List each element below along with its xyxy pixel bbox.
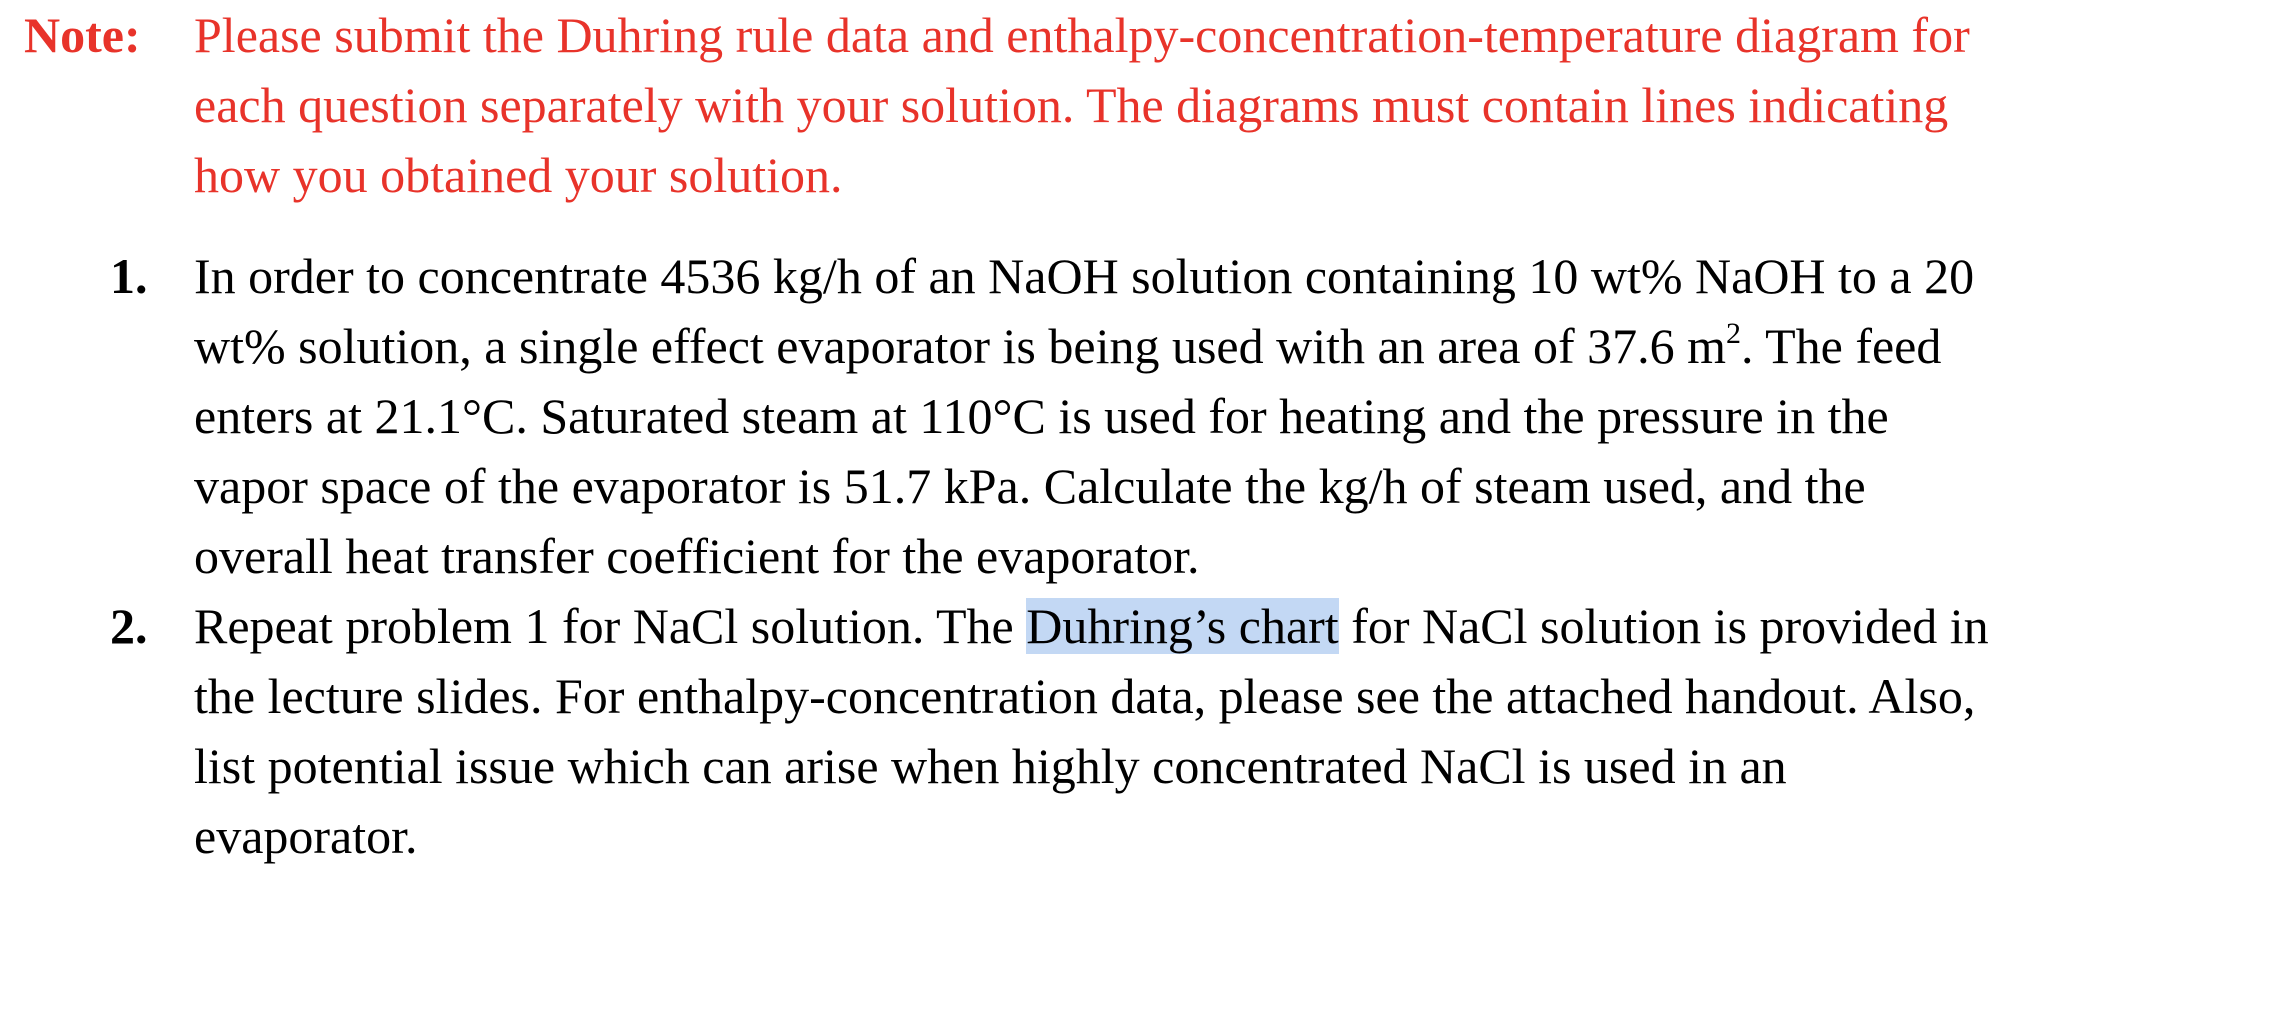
question-line[interactable]: overall heat transfer coefficient for the evaporator. [194,528,1200,584]
note-text [194,0,2254,210]
question-line[interactable] [194,311,2289,381]
question-line[interactable]: evaporator. [194,808,418,864]
line-text: Repeat problem 1 for NaCl solution. The [194,598,1027,654]
question-line[interactable]: In order to concentrate 4536 kg/h of an NaOH solution containing 10 wt% NaOH to a 20 [194,248,1975,304]
line-text: wt% solution, a single effect evaporator is being used with an area of 37.6 m [194,318,1726,374]
question-item [0,241,2289,591]
note-line: each question separately with your solution. The diagrams must contain lines indicating [194,77,1949,133]
question-item [0,591,2289,871]
question-line[interactable]: enters at 21.1°C. Saturated steam at 110°C is used for heating and the pressure in the [194,388,1889,444]
question-line[interactable]: vapor space of the evaporator is 51.7 kPa. Calculate the kg/h of steam used, and the [194,458,1866,514]
question-text [194,591,2289,871]
superscript: 2 [1725,317,1741,350]
question-line[interactable]: list potential issue which can arise when highly concentrated NaCl is used in an [194,738,1787,794]
line-text: for NaCl solution is provided in [1338,598,1989,654]
question-line[interactable] [194,591,2289,661]
note-line: how you obtained your solution. [194,147,843,203]
line-text: . The feed [1740,318,1942,374]
question-line[interactable]: the lecture slides. For enthalpy-concentration data, please see the attached handout. Also, [194,668,1976,724]
selected-text-highlight[interactable]: Duhring’s chart [1026,598,1339,654]
question-list [0,241,2289,871]
note-label: Note: [24,7,141,63]
question-number: 2. [110,598,148,654]
note-line: Please submit the Duhring rule data and enthalpy-concentration-temperature diagram for [194,7,1970,63]
question-text [194,241,2289,591]
question-number: 1. [110,248,148,304]
